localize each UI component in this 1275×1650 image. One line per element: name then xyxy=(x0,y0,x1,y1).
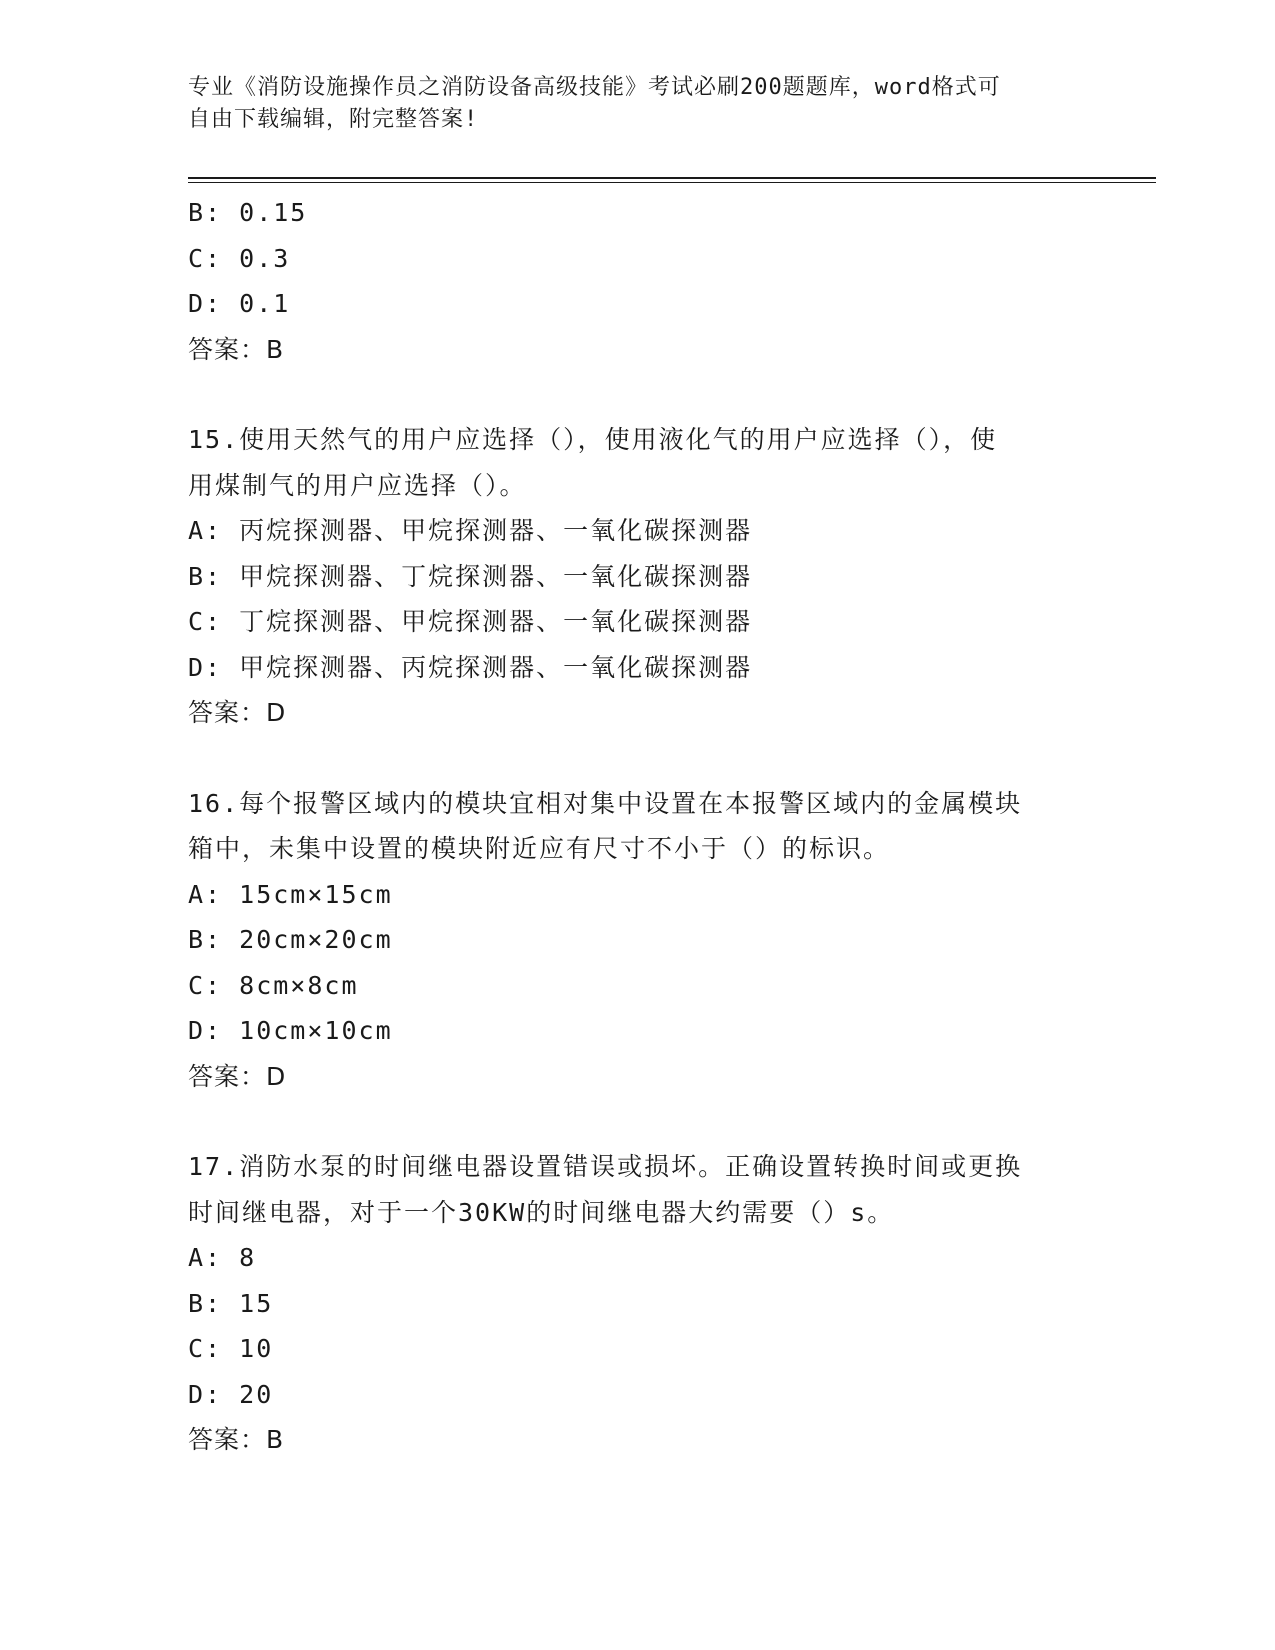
question-text-line-1: 16.每个报警区域内的模块宜相对集中设置在本报警区域内的金属模块 xyxy=(188,788,1023,818)
option-d: D: 甲烷探测器、丙烷探测器、一氧化碳探测器 xyxy=(188,652,753,682)
header-divider-thick xyxy=(188,177,1156,179)
option-c: C: 8cm×8cm xyxy=(188,970,359,1000)
option-b: B: 甲烷探测器、丁烷探测器、一氧化碳探测器 xyxy=(188,561,753,591)
answer-line: 答案：D xyxy=(188,698,287,727)
document-body xyxy=(188,190,1088,1463)
question-text-line-1: 15.使用天然气的用户应选择（），使用液化气的用户应选择（），使 xyxy=(188,425,998,454)
question-17 xyxy=(188,1144,1088,1463)
option-b: B: 20cm×20cm xyxy=(188,925,393,954)
spacer xyxy=(188,1099,1088,1144)
answer-line: 答案：B xyxy=(188,1425,285,1454)
option-c: C: 丁烷探测器、甲烷探测器、一氧化碳探测器 xyxy=(188,607,753,636)
header-line-2: 自由下载编辑，附完整答案! xyxy=(188,107,479,132)
question-text-line-2: 时间继电器，对于一个30KW的时间继电器大约需要（）s。 xyxy=(188,1197,895,1227)
header-line-1: 专业《消防设施操作员之消防设备高级技能》考试必刷200题题库，word格式可 xyxy=(188,75,1001,100)
question-text-line-1: 17.消防水泵的时间继电器设置错误或损坏。正确设置转换时间或更换 xyxy=(188,1152,1023,1181)
option-b: B: 15 xyxy=(188,1288,274,1318)
option-a: A: 15cm×15cm xyxy=(188,879,393,909)
option-c: C: 0.3 xyxy=(188,243,291,273)
answer-line: 答案：B xyxy=(188,334,285,364)
option-d: D: 20 xyxy=(188,1379,274,1409)
option-a: A: 8 xyxy=(188,1243,257,1272)
document-header xyxy=(188,72,1088,136)
option-a: A: 丙烷探测器、甲烷探测器、一氧化碳探测器 xyxy=(188,516,753,545)
question-text-line-2: 用煤制气的用户应选择（）。 xyxy=(188,470,527,500)
previous-question-tail xyxy=(188,190,1088,372)
question-16 xyxy=(188,781,1088,1100)
option-d: D: 0.1 xyxy=(188,289,291,318)
question-15 xyxy=(188,417,1088,736)
option-c: C: 10 xyxy=(188,1334,274,1363)
spacer xyxy=(188,372,1088,417)
option-d: D: 10cm×10cm xyxy=(188,1016,393,1045)
answer-line: 答案：D xyxy=(188,1061,287,1091)
question-text-line-2: 箱中，未集中设置的模块附近应有尺寸不小于（）的标识。 xyxy=(188,834,891,863)
header-divider-thin xyxy=(188,182,1156,183)
spacer xyxy=(188,736,1088,781)
option-b: B: 0.15 xyxy=(188,198,308,227)
